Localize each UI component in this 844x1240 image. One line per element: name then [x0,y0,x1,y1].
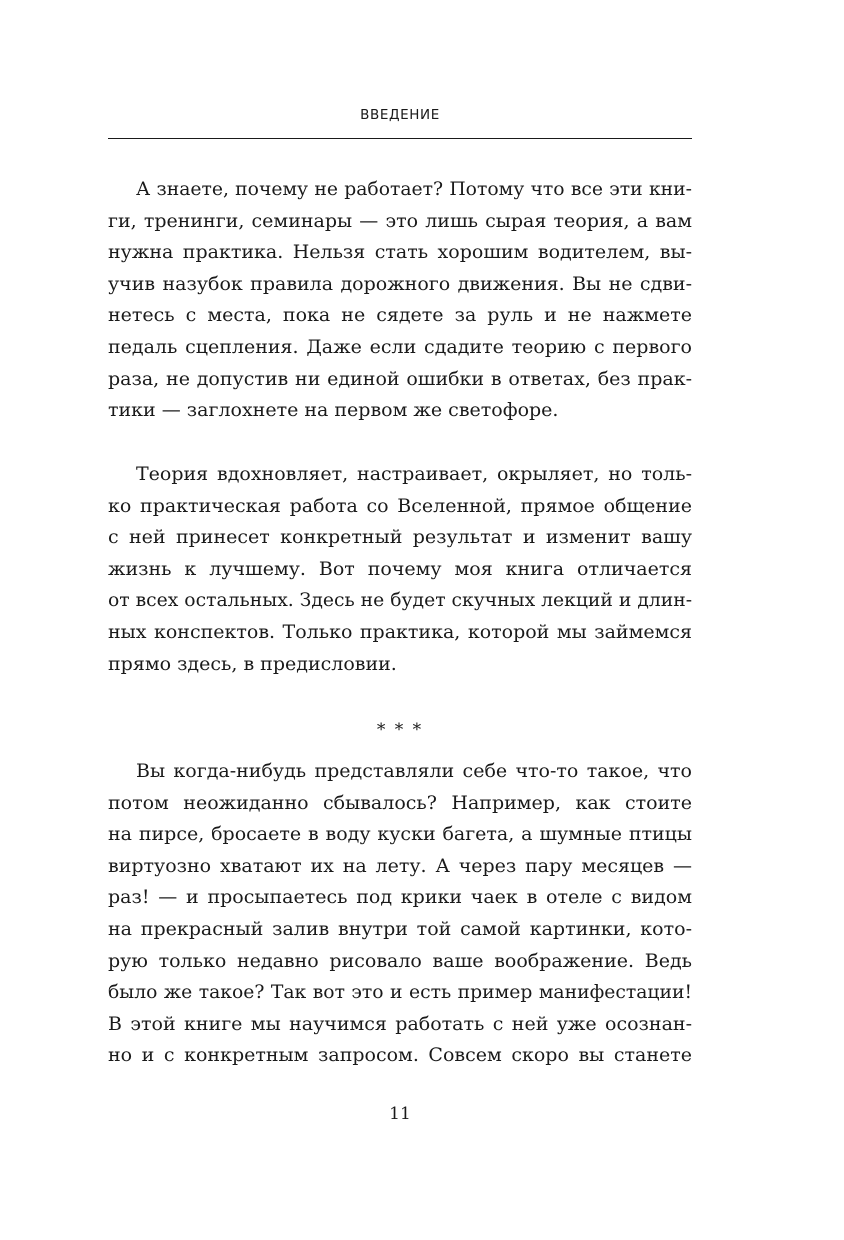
paragraph-2 [108,459,692,680]
text-line: В этой книге мы научимся работать с ней уже осознан- [108,1012,692,1035]
text-line: Вы когда-нибудь представляли себе что-то такое, что [136,760,692,782]
text-line: ных конспектов. Только практика, которой мы займемся [108,620,692,643]
section-separator: * * * [376,720,424,740]
text-line: рую только недавно рисовало ваше воображение. Ведь [108,949,692,972]
text-line: было же такое? Так вот это и есть пример манифестации! [108,982,692,1004]
text-line: с ней принесет конкретный результат и изменит вашу [108,526,692,549]
text-line: от всех остальных. Здесь не будет скучных лекций и длин- [108,590,693,612]
text-line: но и с конкретным запросом. Совсем скоро вы станете [108,1044,692,1067]
paragraph-1 [108,174,692,427]
text-line: ко практическая работа со Вселенной, прямое общение [108,494,692,517]
page-number: 11 [389,1104,411,1124]
text-line: учив назубок правила дорожного движения. Вы не сдви- [108,272,692,295]
text-line: Теория вдохновляет, настраивает, окрыляет, но толь- [136,463,692,485]
text-line: ги, тренинги, семинары — это лишь сырая теория, а вам [108,209,692,232]
text-line: виртуозно хватают их на лету. А через пару месяцев — [108,854,692,877]
text-line: потом неожиданно сбывалось? Например, как стоите [108,791,692,814]
running-head: ВВЕДЕНИЕ [360,107,440,123]
header-rule [108,138,692,139]
paragraph-3 [108,756,692,1072]
text-line: прямо здесь, в предисловии. [108,652,397,675]
text-line: на пирсе, бросаете в воду куски багета, а шумные птицы [108,823,692,846]
text-line: педаль сцепления. Даже если сдадите теорию с первого [108,335,692,358]
text-line: раза, не допустив ни единой ошибки в ответах, без прак- [108,367,692,390]
text-line: нетесь с места, пока не сядете за руль и не нажмете [108,304,692,327]
text-line: на прекрасный залив внутри той самой картинки, кото- [108,917,692,940]
text-line: жизнь к лучшему. Вот почему моя книга отличается [108,557,692,580]
text-line: тики — заглохнете на первом же светофоре. [108,399,559,422]
text-line: А знаете, почему не работает? Потому что все эти кни- [136,179,692,200]
text-line: нужна практика. Нельзя стать хорошим водителем, вы- [108,241,692,264]
text-line: раз! — и просыпаетесь под крики чаек в отеле с видом [108,886,692,909]
